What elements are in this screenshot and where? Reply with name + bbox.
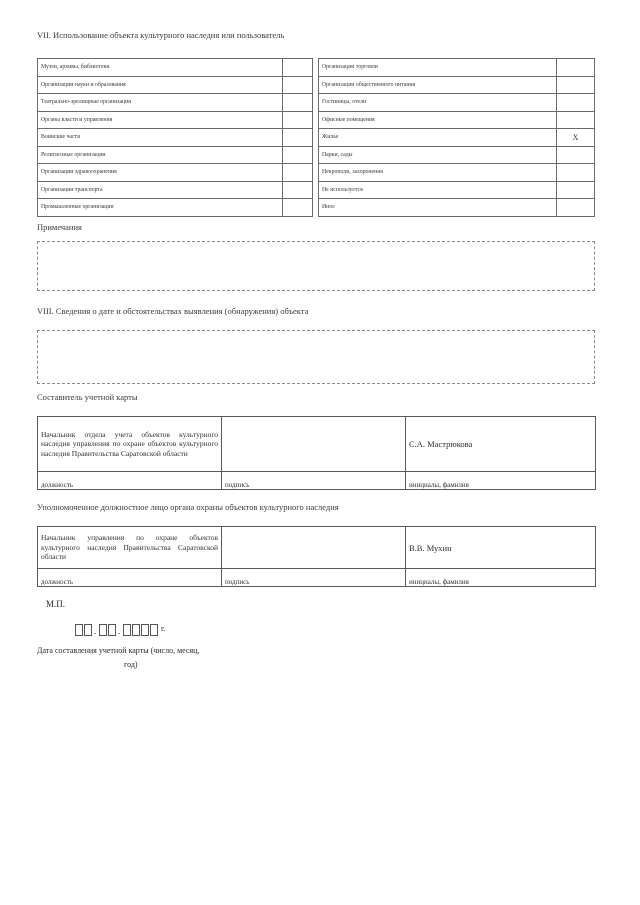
usage-checkbox[interactable] [557,181,595,199]
month-digit-2-box[interactable] [108,624,116,636]
usage-label: Органы власти и управления [38,111,283,129]
usage-checkbox[interactable] [283,94,313,112]
discovery-info-field[interactable] [37,330,595,384]
usage-label: Воинские части [38,129,283,147]
date-separator: . [94,626,97,636]
usage-checkbox[interactable] [283,181,313,199]
day-digit-1-box[interactable] [75,624,83,636]
usage-checkbox[interactable] [283,146,313,164]
compiler-signature-table [37,416,596,490]
usage-label: Жилье [319,129,557,147]
usage-label: Промышленные организации [38,199,283,217]
usage-checkbox[interactable]: X [557,129,595,147]
usage-row-left [38,129,313,147]
usage-table-right [318,58,595,217]
usage-label: Гостиницы, отели [319,94,557,112]
notes-title: Примечания [37,222,82,232]
usage-label: Театрально-зрелищные организации [38,94,283,112]
compiler-signature-caption: подпись [222,472,406,490]
usage-checkbox[interactable] [283,129,313,147]
usage-label: Организации транспорта [38,181,283,199]
year-digit-1-box[interactable] [123,624,131,636]
year-digit-3-box[interactable] [141,624,149,636]
usage-row-left [38,111,313,129]
official-signature-field[interactable] [222,527,406,569]
stamp-label: М.П. [46,599,66,609]
official-signature-caption: подпись [222,569,406,587]
usage-label: Организации общественного питания [319,76,557,94]
usage-label: Религиозные организации [38,146,283,164]
usage-checkbox[interactable] [557,111,595,129]
day-digit-2-box[interactable] [84,624,92,636]
usage-checkbox[interactable] [283,76,313,94]
official-position: Начальник управления по охране объектов культурного наследия Правительства Саратовской области [38,527,222,569]
official-name: В.В. Мухин [406,527,596,569]
usage-row-right [319,164,595,182]
usage-label: Организации науки и образования [38,76,283,94]
usage-label: Музеи, архивы, библиотеки [38,59,283,77]
year-digit-4-box[interactable] [150,624,158,636]
usage-table-left [37,58,313,217]
usage-row-right [319,111,595,129]
usage-label: Иное [319,199,557,217]
official-position-caption: должность [38,569,222,587]
usage-row-right [319,199,595,217]
usage-label: Не используется [319,181,557,199]
usage-checkbox[interactable] [557,164,595,182]
date-separator: . [118,626,121,636]
usage-label: Некрополи, захоронения [319,164,557,182]
notes-field[interactable] [37,241,595,291]
date-caption-line1: Дата составления учетной карты (число, месяц, [37,646,200,655]
official-signature-table [37,526,596,587]
usage-row-right [319,129,595,147]
month-digit-1-box[interactable] [99,624,107,636]
usage-row-left [38,199,313,217]
usage-row-right [319,59,595,77]
year-digit-2-box[interactable] [132,624,140,636]
usage-row-left [38,181,313,199]
usage-checkbox[interactable] [557,76,595,94]
usage-row-right [319,146,595,164]
usage-row-right [319,94,595,112]
usage-row-right [319,76,595,94]
usage-checkbox[interactable] [557,59,595,77]
date-caption-line2: год) [124,660,138,669]
usage-label: Организации торговли [319,59,557,77]
compiler-name-caption: инициалы, фамилия [406,472,596,490]
usage-label: Организации здравоохранения [38,164,283,182]
date-field[interactable] [75,624,205,638]
usage-checkbox[interactable] [283,59,313,77]
section-7-title: VII. Использование объекта культурного наследия или пользователь [37,30,285,40]
usage-label: Офисные помещения [319,111,557,129]
compiler-signature-field[interactable] [222,417,406,472]
usage-checkbox[interactable] [283,111,313,129]
usage-checkbox[interactable] [283,199,313,217]
usage-label: Парки, сады [319,146,557,164]
compiler-position-caption: должность [38,472,222,490]
usage-row-right [319,181,595,199]
usage-checkbox[interactable] [557,146,595,164]
usage-row-left [38,146,313,164]
usage-row-left [38,59,313,77]
compiler-position: Начальник отдела учета объектов культурного наследия управления по охране объектов культурного наследия Правительства Саратовской области [38,417,222,472]
official-title: Уполномоченное должностное лицо органа охраны объектов культурного наследия [37,502,339,512]
compiler-name: С.А. Мастрюкова [406,417,596,472]
compiler-title: Составитель учетной карты [37,392,138,402]
usage-checkbox[interactable] [557,94,595,112]
usage-checkbox[interactable] [283,164,313,182]
usage-checkbox[interactable] [557,199,595,217]
official-name-caption: инициалы, фамилия [406,569,596,587]
section-8-title: VIII. Сведения о дате и обстоятельствах выявления (обнаружения) объекта [37,306,309,316]
date-year-suffix: г. [161,624,166,633]
usage-row-left [38,94,313,112]
usage-row-left [38,76,313,94]
usage-row-left [38,164,313,182]
